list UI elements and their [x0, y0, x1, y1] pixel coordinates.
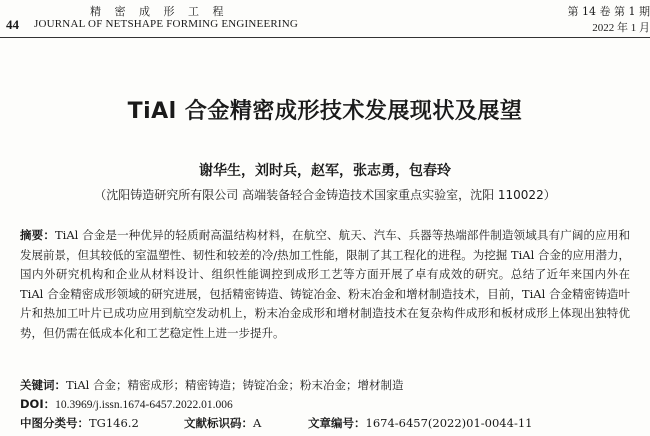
author-list: 谢华生，刘时兵，赵军，张志勇，包春玲	[199, 163, 451, 179]
abstract	[20, 226, 630, 343]
journal-name-cn: 精 密 成 形 工 程	[90, 5, 229, 18]
journal-name-en: JOURNAL OF NETSHAPE FORMING ENGINEERING	[34, 18, 299, 30]
classification-line	[20, 415, 640, 431]
affiliation: （沈阳铸造研究所有限公司 高端装备轻合金铸造技术国家重点实验室，沈阳 110022）	[94, 188, 556, 202]
article-no-label: 文章编号：	[308, 416, 366, 430]
doc-code-label: 文献标识码：	[184, 416, 253, 430]
volume-issue: 第 14 卷 第 1 期	[567, 5, 650, 18]
running-header	[0, 0, 650, 40]
publication-date: 2022 年 1 月	[592, 22, 650, 34]
article-no-value: 1674-6457(2022)01-0044-11	[365, 416, 533, 430]
clc-label: 中图分类号：	[20, 416, 89, 430]
clc-value: TG146.2	[89, 416, 139, 430]
page-number: 44	[6, 17, 19, 32]
keywords-label: 关键词：	[20, 378, 66, 392]
doi-value: 10.3969/j.issn.1674-6457.2022.01.006	[55, 399, 233, 411]
keywords	[20, 377, 403, 393]
doi-label: DOI：	[20, 397, 56, 411]
header-rule	[0, 37, 650, 38]
article-title: TiAl 合金精密成形技术发展现状及展望	[127, 99, 523, 124]
abstract-label: 摘要：	[20, 228, 55, 242]
doc-code-value: A	[253, 416, 262, 430]
keywords-text: TiAl 合金；精密成形；精密铸造；铸锭冶金；粉末冶金；增材制造	[66, 378, 404, 392]
abstract-text: TiAl 合金是一种优异的轻质耐高温结构材料，在航空、航天、汽车、兵器等热端部件制造领域具有广阔的应用和发展前景，但其较低的室温塑性、韧性和较差的冷/热加工性能，限制了其工程化的进程。为挖掘 TiAl 合金的应用潜力，国内外研究机构和企业从材料设计、组织性能调控到成形工艺等方面开展了卓有成效的研究。总结了近年来国内外在 TiAl 合金精密成形领域的研究进展，包括精密铸造、铸锭冶金、粉末冶金和增材制造技术，目前，TiAl 合金精密铸造叶片和热加工叶片已成功应用到航空发动机上，粉末冶金成形和增材制造技术在复杂构件成形和板材成形上体现出独特优势，但仍需在低成本化和工艺稳定性上进一步提升。	[20, 228, 631, 340]
doi-line	[20, 396, 233, 412]
